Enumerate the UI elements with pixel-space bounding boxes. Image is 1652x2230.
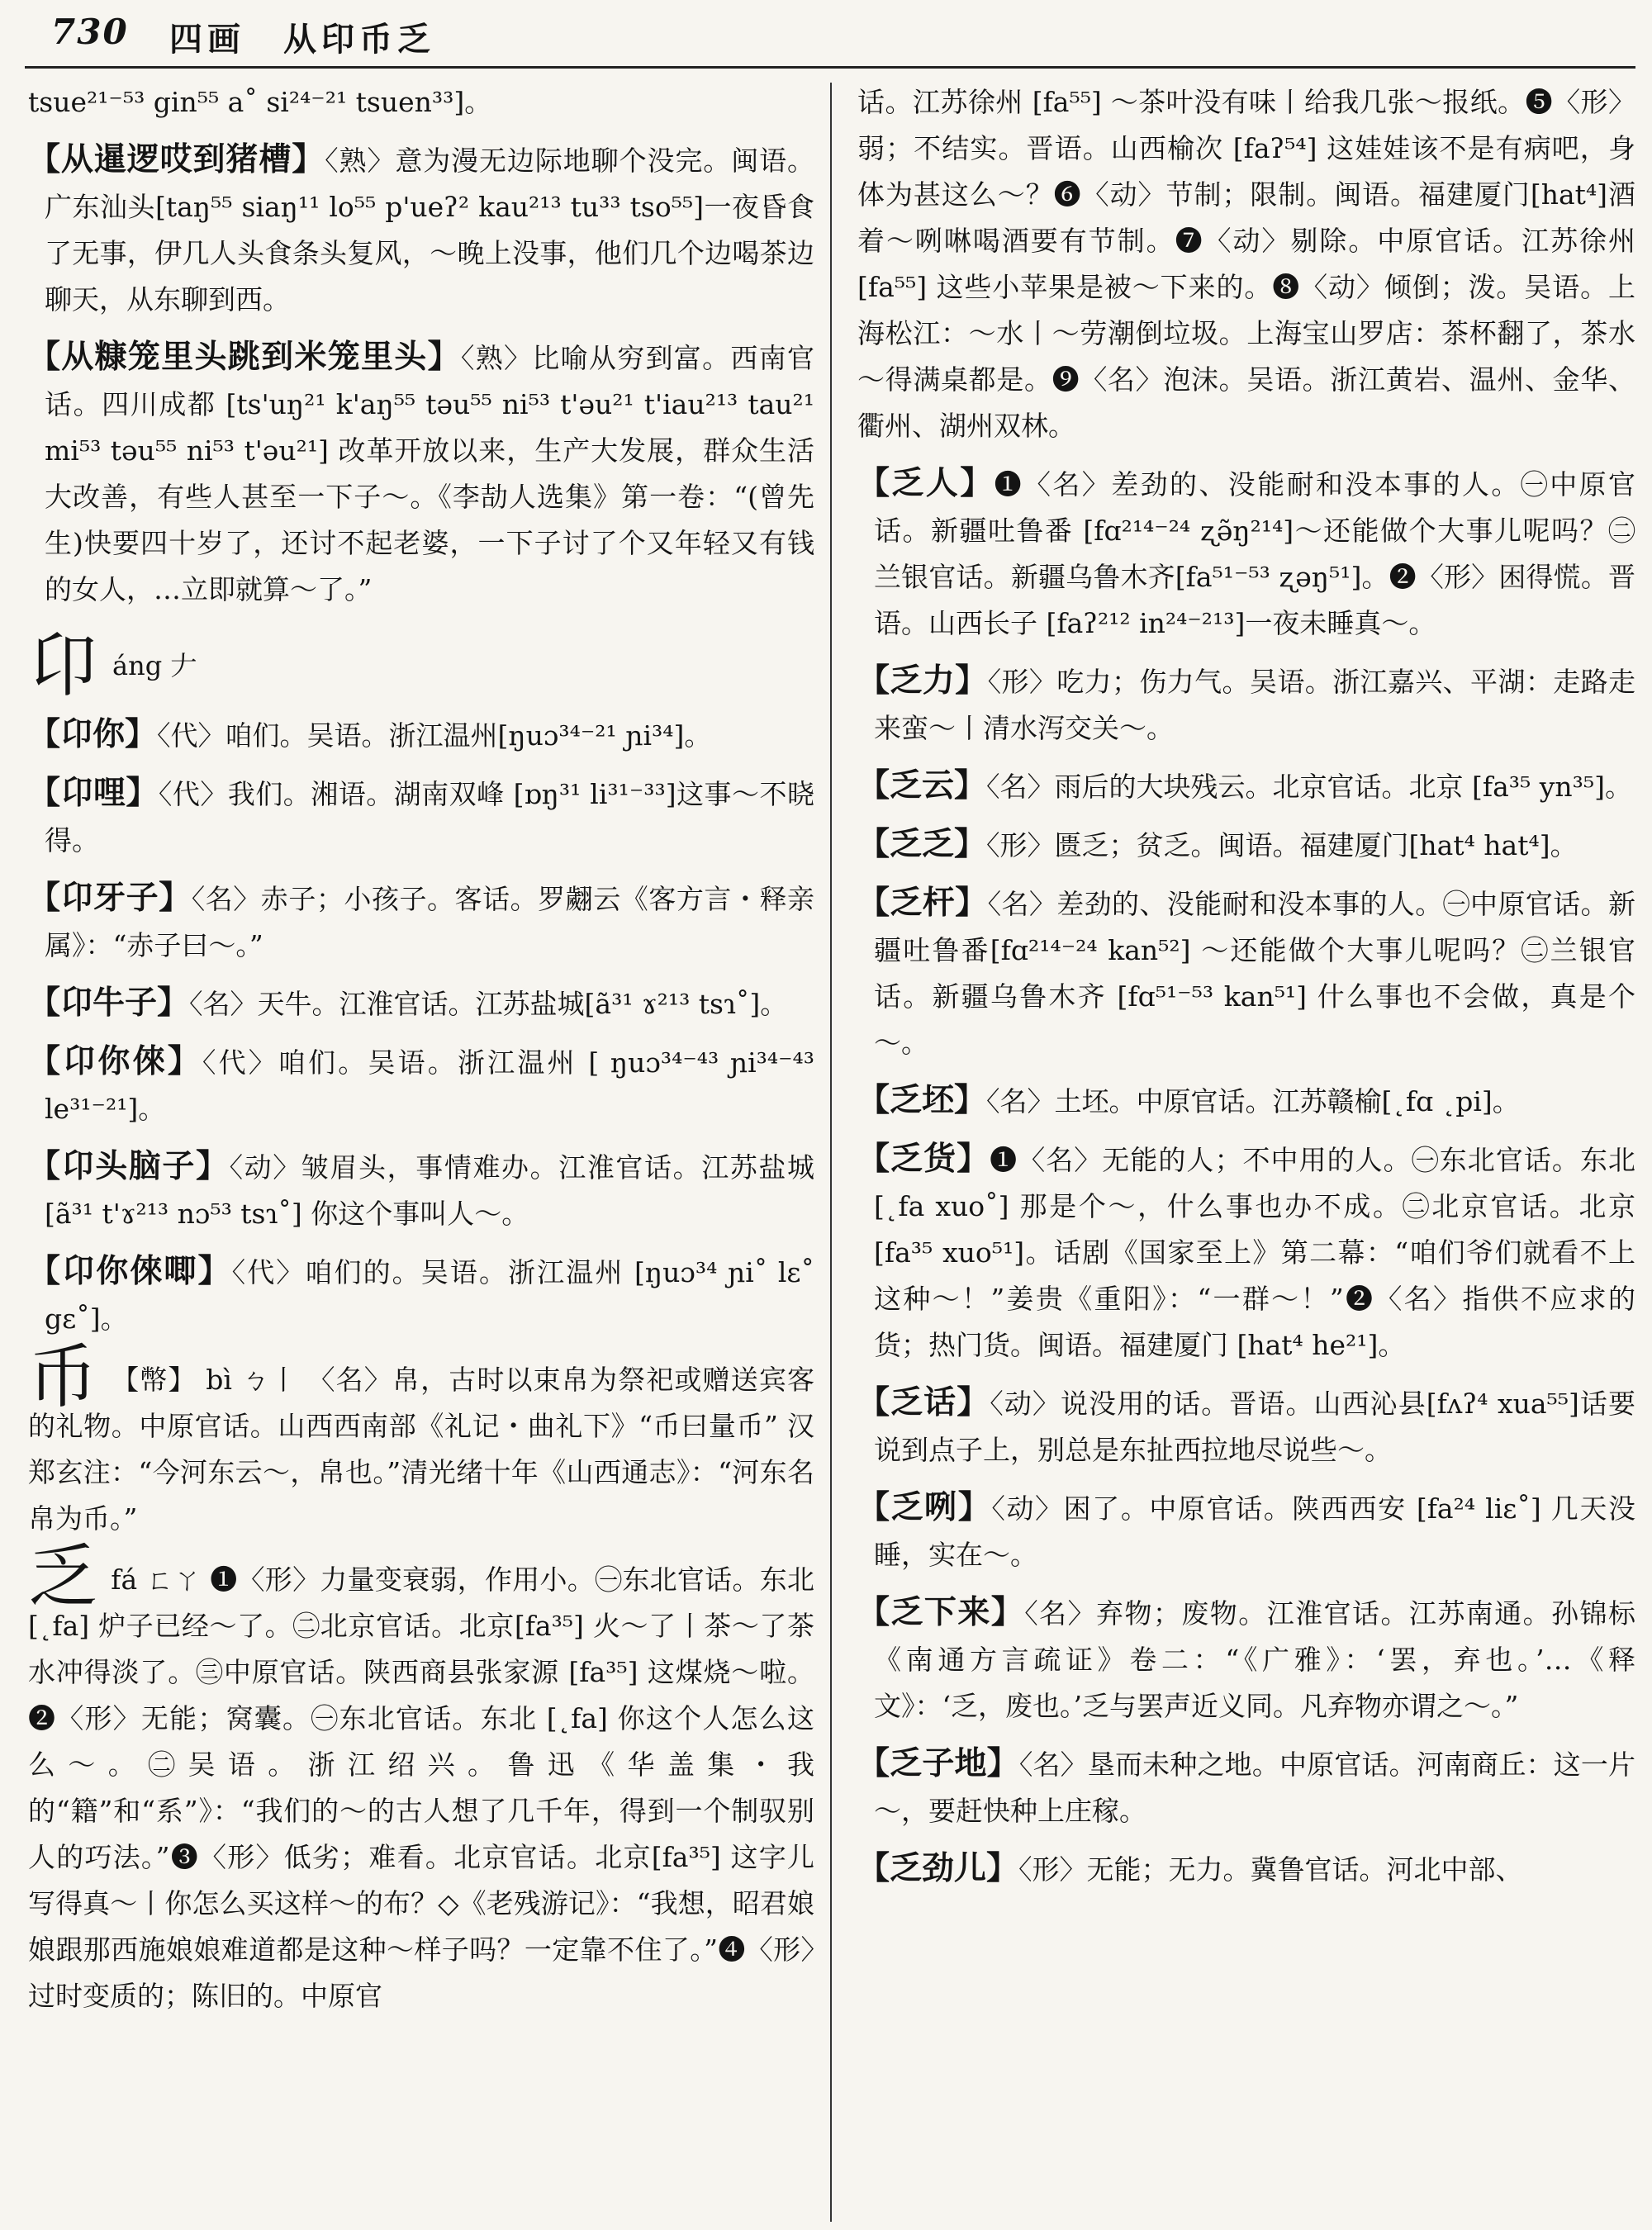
entry-headword: 【乏咧】 (857, 1489, 992, 1526)
dictionary-entry (28, 1144, 814, 1237)
entry-headword: 【乏力】 (857, 662, 988, 700)
entry-definition: 〈动〉说没用的话。晋语。山西沁县[fʌʔ⁴ xua⁵⁵]话要说到点子上，别总是东扯西拉地尽说些～。 (874, 1388, 1635, 1466)
entry-definition: 〈形〉匮乏；贫乏。闽语。福建厦门[hat⁴ hat⁴]。 (986, 829, 1578, 861)
dictionary-entry (28, 771, 814, 864)
entry-definition: ❶〈名〉无能的人；不中用的人。㊀东北官话。东北 [˛fa xuo˚] 那是个～，什么事也办不成。㊁北京官话。北京 [fa³⁵ xuo⁵¹]。话剧《国家至上》第二幕：“咱们爷们就看不上这种～！”姜贵《重阳》：“一群～！”❷〈名〉指供不应求的货；热门货。闽语。福建厦门 [hat⁴ he²¹]。 (874, 1144, 1635, 1361)
entry-headword: 【卬牛子】 (28, 985, 190, 1022)
dictionary-entry (857, 1485, 1635, 1578)
continued-text: 话。江苏徐州 [fa⁵⁵] ～茶叶没有味丨给我几张～报纸。❺〈形〉弱；不结实。晋语。山西榆次 [faʔ⁵⁴] 这娃娃该不是有病吧，身体为甚这么～？❻〈动〉节制；限制。闽语。福建厦门[hat⁴]酒着～咧啉喝酒要有节制。❼〈动〉剔除。中原官话。江苏徐州 [fa⁵⁵] 这些小苹果是被～下来的。❽〈动〉倾倒；泼。吴语。上海松江：～水丨～劳潮倒垃圾。上海宝山罗店：茶杯翻了，茶水～得满桌都是。❾〈名〉泡沫。吴语。浙江黄岩、温州、金华、衢州、湖州双林。 (857, 86, 1635, 442)
character-heading (28, 624, 814, 705)
entry-headword: 【卬牙子】 (28, 880, 192, 917)
entry-definition: 〈名〉雨后的大块残云。北京官话。北京 [fa³⁵ yn³⁵]。 (986, 771, 1632, 803)
head-character: 币 (28, 1336, 99, 1417)
entry-headword: 【乏乏】 (857, 826, 987, 863)
entry-definition: 〈名〉土坯。中原官话。江苏赣榆[˛fɑ ˛pi]。 (986, 1085, 1520, 1117)
dictionary-entry (28, 334, 814, 613)
entry-definition: 〈熟〉意为漫无边际地聊个没完。闽语。广东汕头[taŋ⁵⁵ siaŋ¹¹ lo⁵⁵ p'ueʔ² kau²¹³ tu³³ tso⁵⁵]一夜昏食了无事，伊几人头食条头复风，～晚上没事，他们几个边喝茶边聊天，从东聊到西。 (45, 145, 814, 316)
entry-definition: 〈名〉天牛。江淮官话。江苏盐城[ã³¹ ɤ²¹³ tsɿ˚]。 (189, 988, 788, 1020)
dictionary-entry (28, 137, 814, 323)
entry-headword: 【卬你倈唧】 (28, 1253, 232, 1290)
dictionary-entry (28, 1249, 814, 1342)
left-column (28, 79, 814, 2227)
entry-definition: 〈代〉我们。湘语。湖南双峰 [ɒŋ³¹ li³¹⁻³³]这事～不晓得。 (45, 778, 814, 856)
head-pronunciation: áng 𠂇 (112, 650, 197, 681)
header-rule (25, 66, 1635, 69)
entry-definition: 〈名〉弃物；废物。江淮官话。江苏南通。孙锦标《南通方言疏证》卷二：“《广雅》：‘罢，弃也。’…《释文》：‘乏，废也。’乏与罢声近义同。凡弃物亦谓之～。” (874, 1597, 1635, 1722)
dictionary-entry (857, 880, 1635, 1066)
dictionary-entry (28, 980, 814, 1027)
entry-headword: 【乏下来】 (857, 1594, 1025, 1631)
dictionary-entry (857, 1846, 1635, 1893)
entry-definition: 〈动〉皱眉头，事情难办。江淮官话。江苏盐城 [ã³¹ t'ɤ²¹³ nɔ⁵³ tsɿ˚] 你这个事叫人～。 (45, 1151, 814, 1230)
dictionary-entry (28, 875, 814, 969)
entry-headword: 【乏云】 (857, 767, 987, 804)
entry-definition: 〈名〉赤子；小孩子。客话。罗翽云《客方言・释亲属》：“赤子曰～。” (45, 883, 814, 961)
character-entry (28, 1536, 814, 2019)
dictionary-entry (857, 1380, 1635, 1473)
entry-headword: 【卬你】 (28, 716, 158, 753)
entry-headword: 【卬头脑子】 (28, 1148, 230, 1185)
entry-definition: 〈代〉咱们。吴语。浙江温州 [ ŋuɔ³⁴⁻⁴³ ɲi³⁴⁻⁴³ le³¹⁻²¹]。 (45, 1046, 814, 1125)
entry-headword: 【卬你倈】 (28, 1043, 202, 1080)
page-number: 730 (51, 12, 129, 52)
continued-text: tsue²¹⁻⁵³ gin⁵⁵ a˚ si²⁴⁻²¹ tsuen³³]。 (28, 86, 492, 118)
entry-definition: 〈名〉垦而未种之地。中原官话。河南商丘：这一片～，要赶快种上庄稼。 (874, 1748, 1635, 1827)
dictionary-entry (857, 461, 1635, 647)
entry-headword: 【乏杆】 (857, 885, 988, 922)
entry-definition: 〈形〉吃力；伤力气。吴语。浙江嘉兴、平湖：走路走来蛮～丨清水泻交关～。 (874, 666, 1635, 744)
entry-definition: fá ㄈㄚ ❶〈形〉力量变衰弱，作用小。㊀东北官话。东北 [˛fa] 炉子已经～了。㊁北京官话。北京[fa³⁵] 火～了丨茶～了茶水冲得淡了。㊂中原官话。陕西商县张家源 [fa³⁵] 这煤烧～啦。❷〈形〉无能；窝囊。㊀东北官话。东北 [˛fa] 你这个人怎么这么～。㊁吴语。浙江绍兴。鲁迅《华盖集・我的“籍”和“系”》：“我们的～的古人想了几千年，得到一个制驭别人的巧法。”❸〈形〉低劣；难看。北京官话。北京[fa³⁵] 这字儿写得真～丨你怎么买这样～的布？◇《老残游记》：“我想，昭君娘娘跟那西施娘娘难道都是这种～样子吗？一定靠不住了。”❹〈形〉过时变质的；陈旧的。中原官 (28, 1563, 814, 2012)
entry-headword: 【乏子地】 (857, 1745, 1019, 1782)
entry-headword: 【从糠笼里头跳到米笼里头】 (28, 339, 461, 376)
entry-definition: 〈动〉困了。中原官话。陕西西安 [fa²⁴ liɛ˚] 几天没睡，实在～。 (874, 1492, 1635, 1571)
character-entry (28, 1336, 814, 1542)
column-divider (830, 83, 832, 2222)
head-character: 卬 (28, 625, 98, 706)
entry-definition: 〈形〉无能；无力。冀鲁官话。河北中部、 (1018, 1853, 1523, 1886)
head-character: 乏 (28, 1536, 98, 1617)
right-column (857, 79, 1635, 2227)
dictionary-entry (857, 1590, 1635, 1729)
dictionary-entry (857, 822, 1635, 869)
entry-headword: 【从暹逻哎到猪槽】 (28, 141, 325, 178)
entry-definition: 〈代〉咱们的。吴语。浙江温州 [ŋuɔ³⁴ ɲi˚ lɛ˚ gɛ˚]。 (45, 1256, 814, 1335)
dictionary-entry (857, 763, 1635, 810)
page-header (0, 0, 1652, 66)
dictionary-entry (857, 658, 1635, 752)
entry-headword: 【乏坯】 (857, 1082, 987, 1119)
entry-headword: 【乏货】 (857, 1141, 990, 1178)
entry-definition: 〈名〉差劲的、没能耐和没本事的人。㊀中原官话。新疆吐鲁番[fɑ²¹⁴⁻²⁴ kan⁵²] ～还能做个大事儿呢吗？㊁兰银官话。新疆乌鲁木齐 [fɑ⁵¹⁻⁵³ kan⁵¹] 什么事也不会做，真是个～。 (874, 888, 1635, 1059)
entry-definition: 〈代〉咱们。吴语。浙江温州[ŋuɔ³⁴⁻²¹ ɲi³⁴]。 (157, 719, 712, 752)
entry-definition: ❶〈名〉差劲的、没能耐和没本事的人。㊀中原官话。新疆吐鲁番 [fɑ²¹⁴⁻²⁴ ʐə̃ŋ²¹⁴]～还能做个大事儿呢吗？㊁兰银官话。新疆乌鲁木齐[fa⁵¹⁻⁵³ ʐəŋ⁵¹]。❷〈形〉困得慌。晋语。山西长子 [faʔ²¹² in²⁴⁻²¹³]一夜未睡真～。 (874, 468, 1635, 639)
entry-definition: 【幣】 bì ㄅ丨 〈名〉帛，古时以束帛为祭祀或赠送宾客的礼物。中原官话。山西西南部《礼记・曲礼下》“币曰量币” 汉郑玄注：“今河东云～，帛也。”清光绪十年《山西通志》：“河东名帛为币。” (28, 1364, 814, 1535)
dictionary-entry (857, 1741, 1635, 1834)
dictionary-entry (28, 712, 814, 759)
entry-headword: 【乏人】 (857, 465, 995, 502)
dictionary-entry (28, 1039, 814, 1132)
entry-definition: 〈熟〉比喻从穷到富。西南官话。四川成都 [ts'uŋ²¹ k'aŋ⁵⁵ təu⁵⁵ ni⁵³ t'əu²¹ t'iau²¹³ tau²¹ mi⁵³ təu⁵⁵ ni⁵³ t'əu²¹] 改革开放以来，生产大发展，群众生活大改善，有些人甚至一下子～。《李劼人选集》第一卷：“(曾先生)快要四十岁了，还讨不起老婆，一下子讨了个又年轻又有钱的女人，…立即就算～了。” (45, 342, 814, 605)
running-title: 四画 从印币乏 (169, 20, 435, 59)
entry-headword: 【卬哩】 (28, 775, 159, 812)
entry-headword: 【乏劲儿】 (857, 1850, 1019, 1887)
dictionary-entry (857, 1136, 1635, 1369)
entry-headword: 【乏话】 (857, 1384, 990, 1421)
dictionary-entry (857, 1078, 1635, 1125)
